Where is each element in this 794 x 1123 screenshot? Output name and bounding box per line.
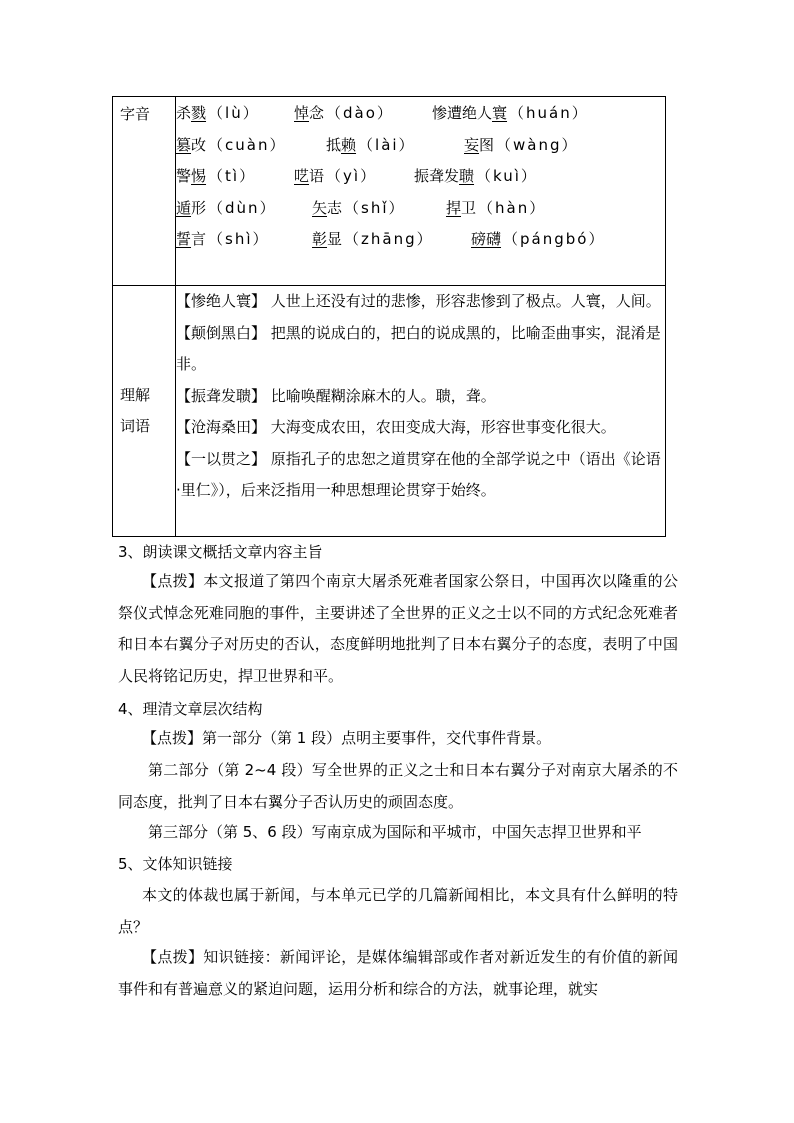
pinyin-word <box>176 197 277 218</box>
word-suffix: 形 <box>191 198 207 217</box>
section-4-part-1: 【点拨】第一部分（第 1 段）点明主要事件，交代事件背景。 <box>142 729 552 747</box>
pinyin-annotation: （lài） <box>358 135 416 154</box>
word-suffix: 图 <box>479 135 495 154</box>
section-3-title: 3、朗读课文概括文章内容主旨 <box>118 543 323 561</box>
pinyin-annotation: （wàng） <box>496 135 579 154</box>
pinyin-word <box>294 165 377 186</box>
word-suffix: 显 <box>327 230 343 249</box>
term-name: 【一以贯之】 <box>176 449 267 468</box>
vocab-meaning-header <box>113 286 176 537</box>
underlined-character: 磅礴 <box>471 230 502 249</box>
underlined-character: 惕 <box>191 167 207 186</box>
pinyin-annotation: （zhāng） <box>344 230 434 249</box>
underlined-character: 誓 <box>176 230 192 249</box>
word-prefix: 杀 <box>176 104 192 123</box>
pinyin-word <box>432 102 589 123</box>
vocab-meaning-row <box>113 286 666 537</box>
term-item <box>176 381 665 413</box>
pinyin-word <box>464 134 579 155</box>
pinyin-row <box>176 160 665 192</box>
word-prefix: 警 <box>176 167 192 186</box>
word-prefix: 惨遭绝人 <box>432 104 493 123</box>
vocab-meaning-cell <box>176 286 666 537</box>
word-suffix: 卫 <box>461 198 477 217</box>
word-prefix: 振聋发 <box>414 167 460 186</box>
word-suffix: 志 <box>327 198 343 217</box>
word-suffix: 言 <box>191 230 207 249</box>
pinyin-annotation: （dào） <box>326 104 394 123</box>
pinyin-annotation: （lù） <box>208 104 260 123</box>
term-item <box>176 286 665 318</box>
pinyin-word <box>312 228 434 249</box>
pronunciation-cell <box>176 97 666 286</box>
term-item <box>176 412 665 444</box>
section-5-answer: 【点拨】知识链接：新闻评论，是媒体编辑部或作者对新近发生的有价值的新闻事件和有普遍意义的紧迫问题，运用分析和综合的方法，就事论理，就实 <box>118 948 678 998</box>
pronunciation-row <box>113 97 666 286</box>
word-suffix: 改 <box>191 135 207 154</box>
pinyin-word <box>326 134 416 155</box>
pinyin-word <box>312 197 406 218</box>
word-suffix: 念 <box>309 104 325 123</box>
pinyin-word <box>414 165 538 186</box>
pinyin-annotation: （dùn） <box>208 198 277 217</box>
section-4-part-3: 第三部分（第 5、6 段）写南京成为国际和平城市，中国矢志捍卫世界和平 <box>148 823 642 841</box>
pinyin-row <box>176 97 665 129</box>
pinyin-word <box>176 102 260 123</box>
term-name: 【沧海桑田】 <box>176 418 267 436</box>
underlined-character: 矢 <box>312 198 328 217</box>
pinyin-annotation: （shǐ） <box>344 198 406 217</box>
word-prefix: 抵 <box>326 135 342 154</box>
pinyin-row <box>176 192 665 224</box>
term-definition: 比喻唤醒糊涂麻木的人。聩，聋。 <box>266 386 496 405</box>
pinyin-annotation: （cuàn） <box>208 135 287 154</box>
underlined-character: 篡 <box>176 135 192 154</box>
underlined-character: 捍 <box>446 198 462 217</box>
term-item <box>176 444 665 507</box>
pinyin-word <box>176 134 286 155</box>
pinyin-row <box>176 223 665 255</box>
underlined-character: 赖 <box>341 135 357 154</box>
underlined-character: 呓 <box>294 167 310 186</box>
underlined-character: 悼 <box>294 104 310 123</box>
pinyin-word <box>176 165 256 186</box>
section-5-question: 本文的体裁也属于新闻，与本单元已学的几篇新闻相比，本文具有什么鲜明的特点？ <box>118 886 678 936</box>
section-5-title: 5、文体知识链接 <box>118 855 233 873</box>
pinyin-word <box>294 102 394 123</box>
pinyin-word <box>471 228 605 249</box>
section-4-part-2: 第二部分（第 2~4 段）写全世界的正义之士和日本右翼分子对南京大屠杀的不同态度，批判了日本右翼分子否认历史的顽固态度。 <box>118 761 678 811</box>
pinyin-word <box>176 228 270 249</box>
section-4-title: 4、理清文章层次结构 <box>118 700 263 718</box>
pinyin-annotation: （yì） <box>326 167 378 186</box>
term-name: 【颠倒黑白】 <box>176 323 267 342</box>
underlined-character: 彰 <box>312 230 328 249</box>
pinyin-annotation: （hàn） <box>478 198 547 217</box>
term-definition: 人世上还没有过的悲惨，形容悲惨到了极点。人寰，人间。 <box>266 292 661 310</box>
pinyin-annotation: （pángbó） <box>503 230 606 249</box>
header-line-2: 词语 <box>120 417 151 435</box>
term-name: 【振聋发聩】 <box>176 386 267 405</box>
word-suffix: 语 <box>309 167 325 186</box>
underlined-character: 妄 <box>464 135 480 154</box>
pronunciation-header: 字音 <box>113 97 176 286</box>
pinyin-word <box>446 197 546 218</box>
pinyin-annotation: （shì） <box>208 230 270 249</box>
term-name: 【惨绝人寰】 <box>176 292 267 310</box>
pinyin-row <box>176 129 665 161</box>
underlined-character: 寰 <box>492 104 508 123</box>
underlined-character: 戮 <box>191 104 207 123</box>
term-definition: 原指孔子的忠恕之道贯穿在他的全部学说之中（语出《论语·里仁》），后来泛指用一种思想理论贯穿于始终。 <box>176 449 661 499</box>
term-item <box>176 318 665 381</box>
header-line-1: 理解 <box>120 386 151 404</box>
term-definition: 把黑的说成白的，把白的说成黑的，比喻歪曲事实，混淆是非。 <box>176 323 661 373</box>
underlined-character: 遁 <box>176 198 192 217</box>
section-3-paragraph: 【点拨】本文报道了第四个南京大屠杀死难者国家公祭日，中国再次以隆重的公祭仪式悼念死难同胞的事件，主要讲述了全世界的正义之士以不同的方式纪念死难者和日本右翼分子对历史的否认，态度鲜明地批判了日本右翼分子的态度，表明了中国人民将铭记历史，捍卫世界和平。 <box>118 572 678 685</box>
pinyin-annotation: （tì） <box>208 167 257 186</box>
vocabulary-table <box>112 96 666 537</box>
pinyin-annotation: （huán） <box>509 104 589 123</box>
term-definition: 大海变成农田，农田变成大海，形容世事变化很大。 <box>266 418 616 436</box>
underlined-character: 聩 <box>459 167 475 186</box>
pinyin-annotation: （kuì） <box>476 167 538 186</box>
